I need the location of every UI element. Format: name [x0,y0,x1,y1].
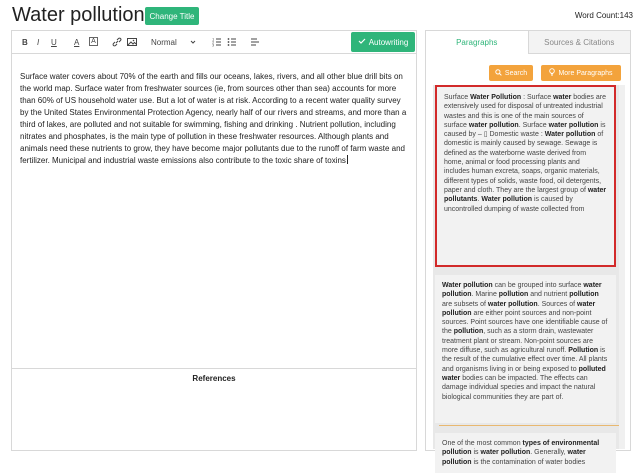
word-count [575,11,633,20]
page-title: Water pollution [12,4,145,26]
align-icon[interactable] [250,37,260,48]
chevron-down-icon[interactable] [190,37,196,48]
background-color-button[interactable]: A [89,37,98,46]
lightbulb-icon [549,68,555,78]
editor [11,30,417,451]
ordered-list-icon[interactable] [212,37,222,48]
search-button[interactable] [489,65,533,81]
references-title: References [192,374,236,383]
word-count-label: Word Count: [574,11,620,20]
more-paragraphs-button[interactable] [541,65,621,81]
autowriting-label: Autowriting [368,37,409,47]
svg-text:1: 1 [212,37,215,42]
more-paragraphs-label: More Paragraphs [558,69,613,77]
change-title-button[interactable]: Change Title [145,7,199,25]
word-count-value: 143 [619,11,633,20]
italic-button[interactable]: I [37,38,40,47]
search-icon [495,69,502,78]
editor-toolbar [12,31,416,54]
editor-content[interactable] [20,71,408,167]
tab-sources-citations[interactable]: Sources & Citations [528,31,631,54]
paragraph-card[interactable]: Water pollution can be grouped into surface water pollution. Marine pollution and nutrient pollution are subsets of water pollution. Sources of water pollution are either point sources and non-point sources. Point sources have one identifiable cause of the pollution, such as a storm drain, wastewater treatment plant or stream. Non-point sources are more diffuse, such as agricultural runoff. Pollution is the result of the cumulative effect over time. All plants and organisms living in or being exposed to polluted water bodies can be impacted. The effects can damage individual species and impact the natural biological communities they are part of. [435,275,616,423]
underline-button[interactable]: U [51,38,57,47]
style-select[interactable]: Normal [151,38,177,47]
image-icon[interactable] [127,37,137,48]
tab-paragraphs[interactable]: Paragraphs [426,31,528,54]
font-color-button[interactable]: A [74,38,80,47]
link-icon[interactable] [112,37,122,48]
check-icon [358,37,366,47]
panel-tabs [426,31,630,54]
bold-button[interactable]: B [22,38,28,47]
scrollbar[interactable] [619,85,625,449]
card-divider [439,425,619,426]
text-cursor [347,155,348,164]
autowriting-button[interactable] [351,32,415,52]
svg-text:2: 2 [212,40,215,45]
editor-text: Surface water covers about 70% of the earth and fills our oceans, lakes, rivers, and all other blue drill bits on the world map. Surface water from freshwater sources (ie, from sources other than sea) accounts for more than 60% of US household water use. But a lot of water is at risk. According to a recent water quality survey by the United States Environmental Protection Agency, nearly half of our rivers and streams, and more than a third of lakes, are polluted and not suitable for swimming, fishing and drinking . Nutrient pollution, including nitrates and phosphates, is the main type of pollution in these freshwater resources. Although plants and animals need these nutrients to grow, they have become major pollutants due to the runoff of farm waste and fertilizer. Municipal and industrial waste emissions also contribute to the toxic share of toxins [20,72,407,165]
svg-text:3: 3 [212,43,215,48]
references-divider [12,368,416,369]
bullet-list-icon[interactable] [227,37,237,48]
paragraph-card-selected[interactable]: Surface Water Pollution : Surface water bodies are extensively used for disposal of untreated industrial wastes and this is one of the main sources of surface water pollution. Surface water pollution is caused by – ▯ Domestic waste : Water pollution of domestic is mainly caused by sewage. Sewage is defined as the waterborne waste derived from home, animal or food processing plants and includes human excreta, soaps, organic materials, different types of solids, waste food, oil detergents, paper and cloth. They are the largest group of water pollutants. Water pollution is caused by uncontrolled dumping of waste collected from [435,85,616,267]
paragraph-list[interactable] [433,85,625,466]
paragraph-card[interactable]: One of the most common types of environmental pollution is water pollution. Generally, water pollution is the contamination of water bodies [435,433,616,473]
search-label: Search [504,69,528,77]
side-panel [425,30,631,466]
